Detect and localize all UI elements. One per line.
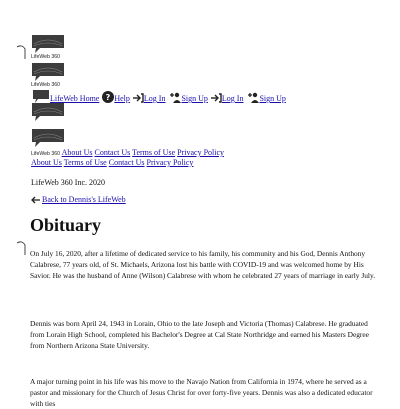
copyright-text: LifeWeb 360 Inc. 2020	[31, 178, 105, 187]
footer-terms-link[interactable]: Terms of Use	[63, 158, 107, 167]
page-title: Obituary	[30, 215, 102, 235]
speech-bubble-logo-icon	[31, 102, 65, 122]
footer-privacy-link[interactable]: Privacy Policy	[177, 148, 225, 157]
footer-about-link[interactable]: About Us	[31, 158, 62, 167]
login-icon	[211, 93, 222, 103]
login-icon	[133, 93, 144, 103]
add-user-icon	[246, 92, 259, 103]
nav-home-link[interactable]: LifeWeb Home	[50, 94, 100, 103]
nav-signup-link[interactable]: Sign Up	[181, 94, 208, 103]
nav-login-link[interactable]: Log In	[221, 94, 244, 103]
lifeweb-logo[interactable]	[31, 102, 67, 122]
obituary-paragraph: On July 16, 2020, after a lifetime of dedicated service to his family, his community and his God, Dennis Anthony Calabrese, 77 years old, of St. Michaels, Arizona lost his battle with COVID-19 and was welcomed home by His Savior. He was the husband of Anne (Wilson) Calabrese with whom he celebrated 27 years of marriage in early July.	[30, 249, 376, 280]
logo-text: LifeWeb 360	[31, 82, 61, 88]
footer-contact-link[interactable]: Contact Us	[108, 158, 145, 167]
footer-links-row	[31, 148, 224, 157]
arrow-left-icon	[31, 196, 40, 204]
footer-privacy-link[interactable]: Privacy Policy	[146, 158, 194, 167]
nav-help-link[interactable]: Help	[114, 94, 130, 103]
nav-signup-link[interactable]: Sign Up	[259, 94, 286, 103]
svg-text:?: ?	[106, 93, 111, 102]
obituary-paragraph: A major turning point in his life was his move to the Navajo Nation from California in 1974, where he served as a pastor and missionary for the Church of Jesus Christ for over forty-five years. Dennis was also a dedicated educator with ties	[30, 377, 373, 408]
logo-text: LifeWeb 360	[31, 54, 61, 60]
footer-links-row	[31, 158, 193, 167]
footer-about-link[interactable]: About Us	[61, 148, 93, 157]
lifeweb-logo[interactable]	[31, 62, 67, 88]
speech-bubble-logo-icon	[31, 34, 65, 54]
footer-contact-link[interactable]: Contact Us	[94, 148, 131, 157]
lifeweb-logo[interactable]	[31, 128, 67, 148]
obituary-paragraph: Dennis was born April 24, 1943 in Lorain, Ohio to the late Joseph and Victoria (Thomas) Calabrese. He graduated from Lorain High School, completed his Bachelor's Degree at Cal State Northridge and earned his Masters Degree from Northern Arizona State University.	[30, 319, 369, 350]
add-user-icon	[168, 92, 181, 103]
text-cursor-icon	[14, 44, 28, 60]
back-link-label: Back to Dennis's LifeWeb	[42, 195, 126, 204]
top-nav	[33, 90, 286, 103]
back-link[interactable]	[31, 195, 126, 204]
logo-text: LifeWeb 360	[31, 151, 61, 157]
nav-login-link[interactable]: Log In	[143, 94, 166, 103]
text-cursor-icon	[14, 240, 28, 256]
speech-bubble-logo-icon	[31, 62, 65, 82]
help-icon	[102, 91, 114, 103]
speech-bubble-logo-icon	[31, 128, 65, 148]
footer-terms-link[interactable]: Terms of Use	[132, 148, 176, 157]
lifeweb-logo[interactable]	[31, 34, 67, 60]
